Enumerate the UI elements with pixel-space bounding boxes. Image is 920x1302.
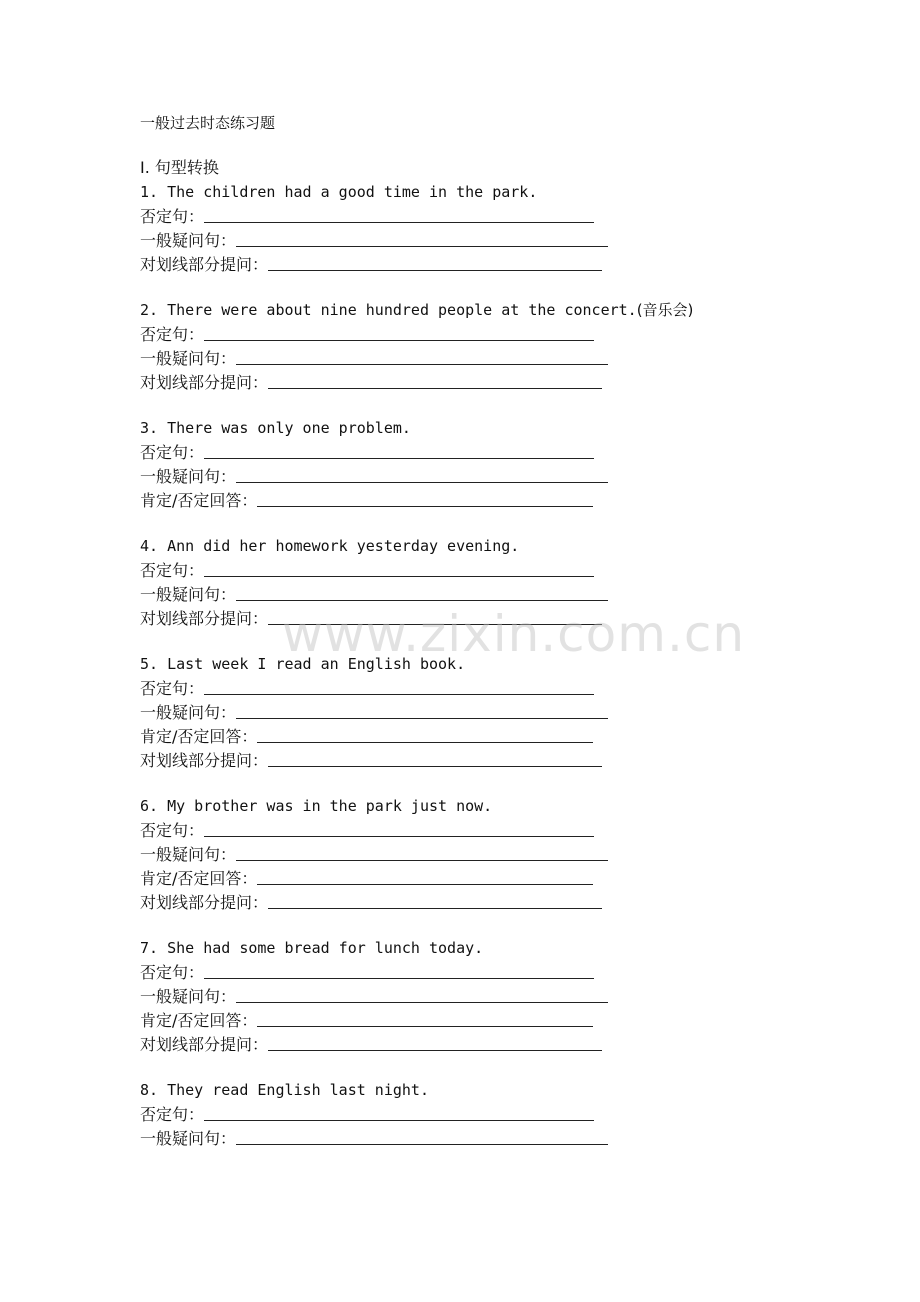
answer-label: 对划线部分提问： — [140, 255, 269, 274]
answer-label: 否定句： — [140, 443, 205, 462]
answer-line-wh — [140, 748, 780, 772]
answer-line-neg — [140, 676, 780, 700]
answer-blank[interactable] — [268, 766, 602, 767]
question-sentence: 5. Last week I read an English book. — [140, 655, 466, 673]
answer-line-neg — [140, 818, 780, 842]
answer-blank[interactable] — [268, 624, 602, 625]
question-text — [140, 794, 780, 818]
answer-label: 对划线部分提问： — [140, 893, 269, 912]
answer-line-wh — [140, 252, 780, 276]
answer-line-yn — [140, 582, 780, 606]
answer-line-yn — [140, 1126, 780, 1150]
question-item — [140, 416, 780, 512]
question-list — [140, 180, 780, 1150]
answer-label: 否定句： — [140, 1105, 205, 1124]
answer-line-neg — [140, 558, 780, 582]
answer-blank[interactable] — [268, 270, 602, 271]
question-item — [140, 794, 780, 914]
answer-label: 一般疑问句： — [140, 1129, 237, 1148]
question-sentence: 2. There were about nine hundred people at the concert. — [140, 301, 637, 319]
answer-line-neg — [140, 322, 780, 346]
question-text — [140, 1078, 780, 1102]
answer-label: 否定句： — [140, 821, 205, 840]
answer-label: 肯定/否定回答： — [140, 491, 258, 510]
answer-blank[interactable] — [236, 364, 608, 365]
answer-label: 对划线部分提问： — [140, 373, 269, 392]
question-sentence: 4. Ann did her homework yesterday evening. — [140, 537, 520, 555]
answer-label: 一般疑问句： — [140, 703, 237, 722]
question-text — [140, 534, 780, 558]
question-text — [140, 416, 780, 440]
answer-label: 对划线部分提问： — [140, 609, 269, 628]
answer-line-wh — [140, 370, 780, 394]
question-item — [140, 534, 780, 630]
answer-line-yn — [140, 228, 780, 252]
question-sentence: 6. My brother was in the park just now. — [140, 797, 493, 815]
question-item — [140, 1078, 780, 1150]
answer-blank[interactable] — [204, 978, 594, 979]
answer-blank[interactable] — [236, 482, 608, 483]
question-text — [140, 936, 780, 960]
answer-line-yn — [140, 700, 780, 724]
answer-label: 否定句： — [140, 561, 205, 580]
answer-label: 一般疑问句： — [140, 585, 237, 604]
answer-line-yn — [140, 346, 780, 370]
answer-line-yn — [140, 842, 780, 866]
answer-blank[interactable] — [257, 506, 593, 507]
answer-line-ans — [140, 1008, 780, 1032]
answer-label: 对划线部分提问： — [140, 751, 269, 770]
answer-blank[interactable] — [268, 1050, 602, 1051]
section-heading: I. 句型转换 — [140, 158, 219, 177]
answer-blank[interactable] — [204, 340, 594, 341]
answer-line-neg — [140, 960, 780, 984]
answer-line-yn — [140, 984, 780, 1008]
answer-blank[interactable] — [257, 1026, 593, 1027]
answer-label: 否定句： — [140, 207, 205, 226]
answer-label: 对划线部分提问： — [140, 1035, 269, 1054]
answer-line-neg — [140, 440, 780, 464]
question-sentence: 3. There was only one problem. — [140, 419, 411, 437]
answer-label: 一般疑问句： — [140, 231, 237, 250]
answer-line-yn — [140, 464, 780, 488]
answer-label: 一般疑问句： — [140, 845, 237, 864]
answer-blank[interactable] — [204, 458, 594, 459]
answer-line-ans — [140, 866, 780, 890]
question-text — [140, 298, 780, 322]
answer-blank[interactable] — [236, 246, 608, 247]
question-item — [140, 652, 780, 772]
answer-line-wh — [140, 890, 780, 914]
answer-label: 否定句： — [140, 325, 205, 344]
answer-line-ans — [140, 724, 780, 748]
answer-label: 一般疑问句： — [140, 987, 237, 1006]
watermark: www.zixin.com.cn — [282, 605, 746, 663]
question-sentence: 8. They read English last night. — [140, 1081, 429, 1099]
answer-label: 一般疑问句： — [140, 349, 237, 368]
answer-blank[interactable] — [204, 836, 594, 837]
document-title: 一般过去时态练习题 — [140, 114, 276, 132]
question-sentence: 7. She had some bread for lunch today. — [140, 939, 484, 957]
question-item — [140, 298, 780, 394]
answer-blank[interactable] — [236, 718, 608, 719]
answer-line-ans — [140, 488, 780, 512]
answer-label: 一般疑问句： — [140, 467, 237, 486]
answer-blank[interactable] — [268, 388, 602, 389]
question-sentence: 1. The children had a good time in the park. — [140, 183, 538, 201]
answer-label: 否定句： — [140, 679, 205, 698]
answer-blank[interactable] — [236, 1002, 608, 1003]
answer-label: 否定句： — [140, 963, 205, 982]
worksheet-page — [140, 110, 780, 1172]
question-note: (音乐会) — [636, 301, 694, 319]
answer-blank[interactable] — [204, 694, 594, 695]
answer-blank[interactable] — [257, 884, 593, 885]
answer-line-neg — [140, 204, 780, 228]
answer-blank[interactable] — [204, 576, 594, 577]
answer-line-neg — [140, 1102, 780, 1126]
answer-label: 肯定/否定回答： — [140, 869, 258, 888]
question-text — [140, 652, 780, 676]
answer-blank[interactable] — [204, 1120, 594, 1121]
answer-line-wh — [140, 606, 780, 630]
answer-label: 肯定/否定回答： — [140, 727, 258, 746]
answer-blank[interactable] — [204, 222, 594, 223]
answer-blank[interactable] — [268, 908, 602, 909]
question-item — [140, 180, 780, 276]
answer-blank[interactable] — [236, 1144, 608, 1145]
question-item — [140, 936, 780, 1056]
question-text — [140, 180, 780, 204]
answer-blank[interactable] — [257, 742, 593, 743]
answer-blank[interactable] — [236, 860, 608, 861]
answer-blank[interactable] — [236, 600, 608, 601]
answer-line-wh — [140, 1032, 780, 1056]
answer-label: 肯定/否定回答： — [140, 1011, 258, 1030]
